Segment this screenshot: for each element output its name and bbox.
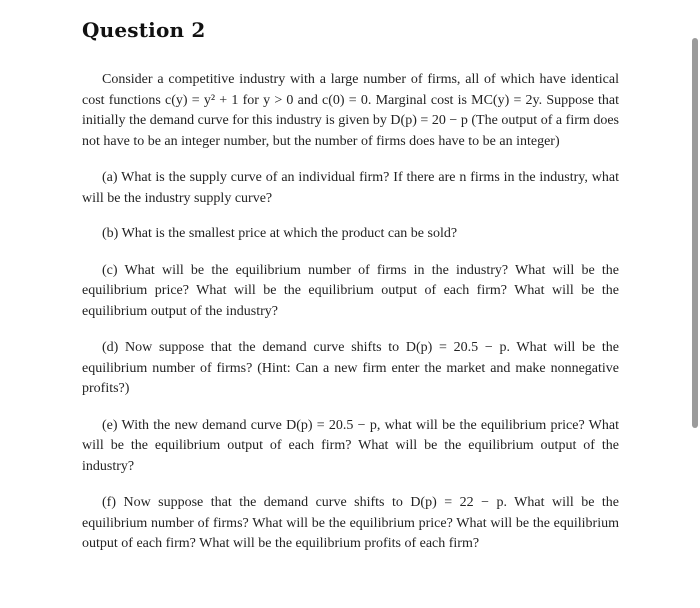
page-title: Question 2 — [82, 18, 206, 42]
vertical-scrollbar[interactable] — [688, 0, 700, 608]
question-part-e: (e) With the new demand curve D(p) = 20.5 − p, what will be the equilibrium price? What will be the equilibrium output of each firm? What will be the equilibrium output of the industry? — [82, 417, 619, 474]
question-part-a: (a) What is the supply curve of an individual firm? If there are n firms in the industry, what will be the industry supply curve? — [82, 170, 619, 206]
question-part-c: (c) What will be the equilibrium number of firms in the industry? What will be the equilibrium price? What will be the equilibrium output of each firm? What will be the equilibrium output of the industry? — [82, 262, 619, 319]
question-part-d: (d) Now suppose that the demand curve shifts to D(p) = 20.5 − p. What will be the equilibrium number of firms? (Hint: Can a new firm enter the market and make nonnegative profits?) — [82, 340, 619, 396]
question-part-b: (b) What is the smallest price at which the product can be sold? — [102, 226, 458, 241]
question-intro-paragraph: Consider a competitive industry with a large number of firms, all of which have identical cost functions c(y) = y² + 1 for y > 0 and c(0) = 0. Marginal cost is MC(y) = 2y. Suppose that initially the demand curve for this industry is given by D(p) = 20 − p (The output of a firm does not have to be an integer number, but the number of firms does have to be an integer) — [82, 72, 619, 149]
scrollbar-thumb[interactable] — [692, 38, 698, 428]
question-body — [82, 70, 619, 555]
question-part-f: (f) Now suppose that the demand curve shifts to D(p) = 22 − p. What will be the equilibrium number of firms? What will be the equilibrium price? What will be the equilibrium output of each firm? What will be the equilibrium profits of each firm? — [82, 495, 619, 551]
